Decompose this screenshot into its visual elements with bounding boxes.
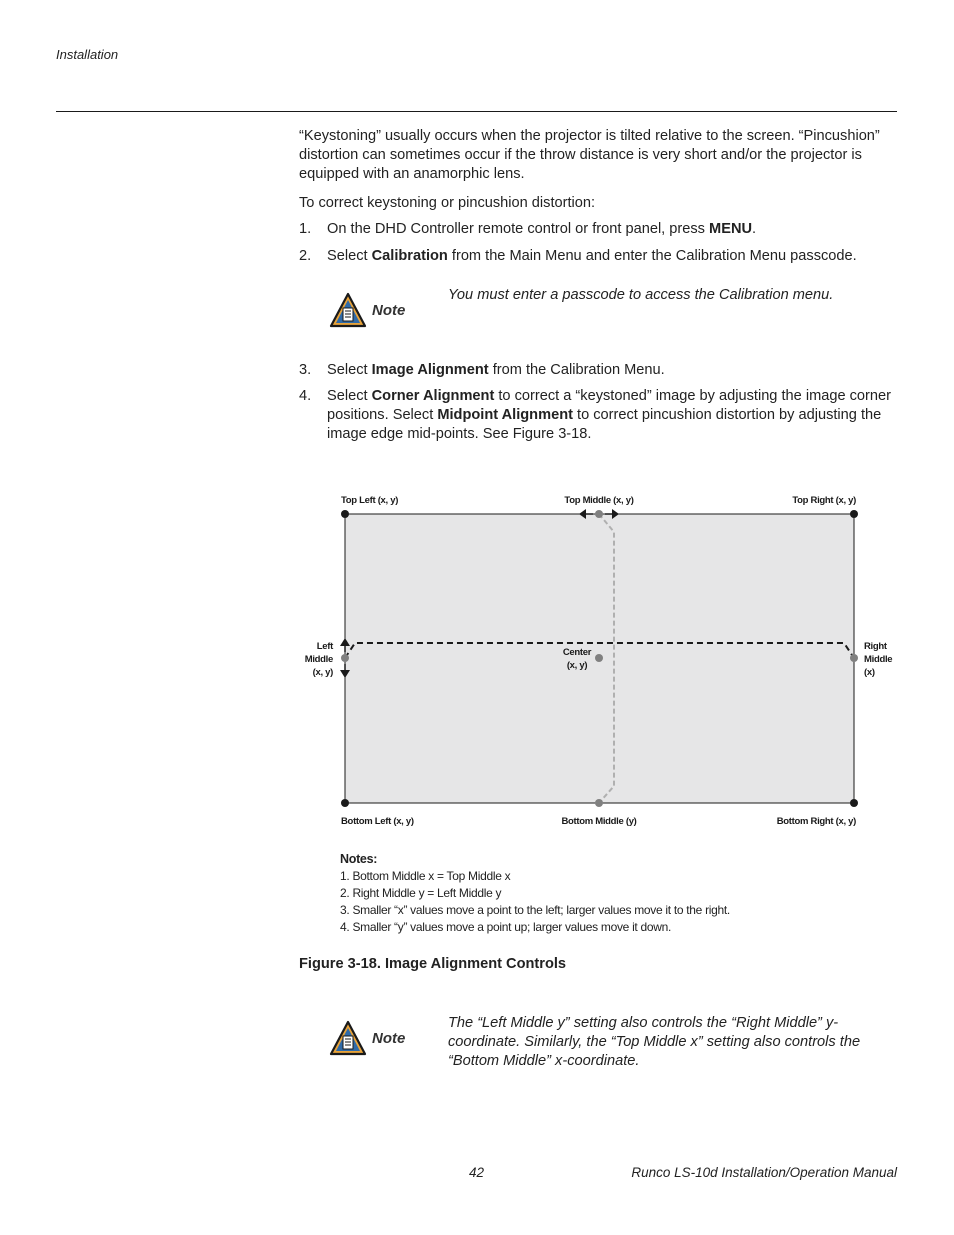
note-2-label: Note — [372, 1030, 406, 1047]
step-text: . — [752, 221, 757, 237]
running-header: Installation — [56, 47, 119, 62]
step-text: Select — [327, 388, 372, 404]
label-left-middle-2: Middle — [304, 654, 333, 665]
note-item: 2. Right Middle y = Left Middle y — [340, 886, 502, 900]
top-middle-point — [595, 510, 603, 518]
step-bold: Midpoint Alignment — [437, 407, 573, 423]
bottom-left-point — [341, 799, 349, 807]
note-2-text: The “Left Middle y” setting also controls the “Right Middle” y-coordinate. Similarly, the “Top Middle x” setting also controls the “Bottom Middle” x-coordinate. — [448, 1015, 861, 1069]
note-1-text: You must enter a passcode to access the Calibration menu. — [448, 287, 834, 303]
step-text: from the Calibration Menu. — [488, 362, 665, 378]
step-bold: Image Alignment — [371, 362, 489, 378]
bottom-right-point — [850, 799, 858, 807]
note-item: 1. Bottom Middle x = Top Middle x — [340, 869, 511, 883]
header-rule — [56, 111, 897, 112]
note-item: 4. Smaller “y” values move a point up; larger values move it down. — [340, 920, 672, 934]
step-text: from the Main Menu and enter the Calibration Menu passcode. — [447, 248, 857, 264]
lead-paragraph: To correct keystoning or pincushion distortion: — [299, 195, 596, 211]
step-text: On the DHD Controller remote control or front panel, press — [327, 221, 710, 237]
label-top-middle: Top Middle (x, y) — [564, 495, 634, 506]
note-2 — [329, 1020, 367, 1061]
footer-title: Runco LS-10d Installation/Operation Manual — [631, 1165, 897, 1180]
label-bottom-left: Bottom Left (x, y) — [341, 816, 414, 827]
label-bottom-middle: Bottom Middle (y) — [561, 816, 637, 827]
image-alignment-diagram — [290, 485, 910, 835]
left-middle-point — [341, 654, 349, 662]
step-text: Select — [327, 248, 372, 264]
page-number: 42 — [469, 1165, 485, 1180]
note-warning-icon — [329, 1020, 367, 1056]
note-1-label: Note — [372, 302, 406, 319]
figure-caption: Figure 3-18. Image Alignment Controls — [299, 956, 567, 972]
top-left-point — [341, 510, 349, 518]
top-right-point — [850, 510, 858, 518]
step-bold: MENU — [709, 221, 753, 237]
bottom-middle-point — [595, 799, 603, 807]
notes-title: Notes: — [340, 852, 378, 866]
label-center-2: (x, y) — [566, 660, 588, 671]
label-right-middle-1: Right — [864, 641, 887, 652]
note-warning-icon — [329, 292, 367, 328]
step-number: 2. — [299, 248, 312, 264]
figure-notes — [340, 851, 730, 936]
step-bold: Calibration — [371, 248, 448, 264]
center-point — [595, 654, 603, 662]
label-bottom-right: Bottom Right (x, y) — [776, 816, 856, 827]
label-center-1: Center — [562, 647, 592, 658]
note-item: 3. Smaller “x” values move a point to the left; larger values move it to the right. — [340, 903, 730, 917]
step-bold: Corner Alignment — [371, 388, 495, 404]
step-text: to correct pincushion distortion by adjusting the image edge mid-points. See Figure 3-18. — [327, 407, 882, 442]
step-number: 3. — [299, 362, 312, 378]
label-top-right: Top Right (x, y) — [792, 495, 856, 506]
label-left-middle-3: (x, y) — [312, 667, 333, 678]
label-left-middle-1: Left — [316, 641, 333, 652]
label-top-left: Top Left (x, y) — [341, 495, 399, 506]
step-number: 4. — [299, 388, 312, 404]
right-middle-point — [850, 654, 858, 662]
step-text: Select — [327, 362, 372, 378]
step-number: 1. — [299, 221, 312, 237]
intro-paragraph: “Keystoning” usually occurs when the projector is tilted relative to the screen. “Pincushion” distortion can sometimes occur if the throw distance is very short and/or the projector is equipped with an anamorphic lens. — [299, 128, 880, 182]
label-right-middle-2: Middle — [864, 654, 893, 665]
label-right-middle-3: (x) — [864, 667, 875, 678]
step-text: to correct a “keystoned” image by adjusting the image corner positions. Select — [327, 388, 891, 423]
note-1 — [329, 292, 367, 333]
